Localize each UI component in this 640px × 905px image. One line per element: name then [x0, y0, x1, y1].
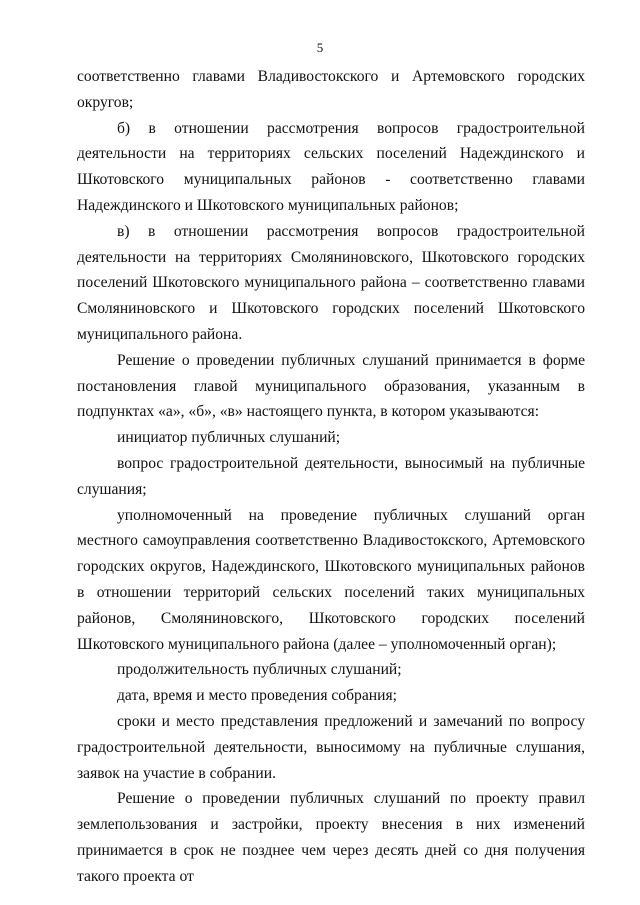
paragraph-8: продолжительность публичных слушаний; — [117, 661, 402, 679]
paragraph-6: вопрос градостроительной деятельности, выносимый на публичные слушания; — [77, 454, 585, 498]
paragraph-1: соответственно главами Владивостокского и Артемовского городских округов; — [77, 68, 585, 111]
paragraph-7: уполномоченный на проведение публичных слушаний орган местного самоуправления соответственно Владивостокского, Артемовского городских округов, Надеждинского, Шкотовского муниципальных районов в отношении территорий сельских поселений таких муниципальных районов, Смоляниновского, Шкотовского городских поселений Шкотовского муниципального района (далее – уполномоченный орган); — [77, 506, 585, 653]
paragraph-10: сроки и место представления предложений и замечаний по вопросу градостроительной деятельности, выносимому на публичные слушания, заявок на участие в собрании. — [77, 712, 585, 782]
document-body — [77, 64, 585, 890]
paragraph-3: в) в отношении рассмотрения вопросов градостроительной деятельности на территориях Смоляниновского, Шкотовского городских поселений Шкотовского муниципального района – соответственно главами Смоляниновского и Шкотовского городских поселений Шкотовского муниципального района. — [77, 222, 585, 343]
paragraph-5: инициатор публичных слушаний; — [117, 429, 341, 447]
paragraph-11: Решение о проведении публичных слушаний по проекту правил землепользования и застройки, проекту внесения в них изменений принимается в срок не позднее чем через десять дней со дня получения такого проекта от — [77, 790, 585, 885]
page-number: 5 — [316, 40, 324, 55]
paragraph-9: дата, время и место проведения собрания; — [117, 687, 397, 705]
paragraph-2: б) в отношении рассмотрения вопросов градостроительной деятельности на территориях сельских поселений Надеждинского и Шкотовского муниципальных районов - соответственно главами Надеждинского и Шкотовского муниципальных районов; — [77, 119, 585, 214]
paragraph-4: Решение о проведении публичных слушаний принимается в форме постановления главой муниципального образования, указанным в подпунктах «а», «б», «в» настоящего пункта, в котором указываются: — [77, 351, 585, 421]
